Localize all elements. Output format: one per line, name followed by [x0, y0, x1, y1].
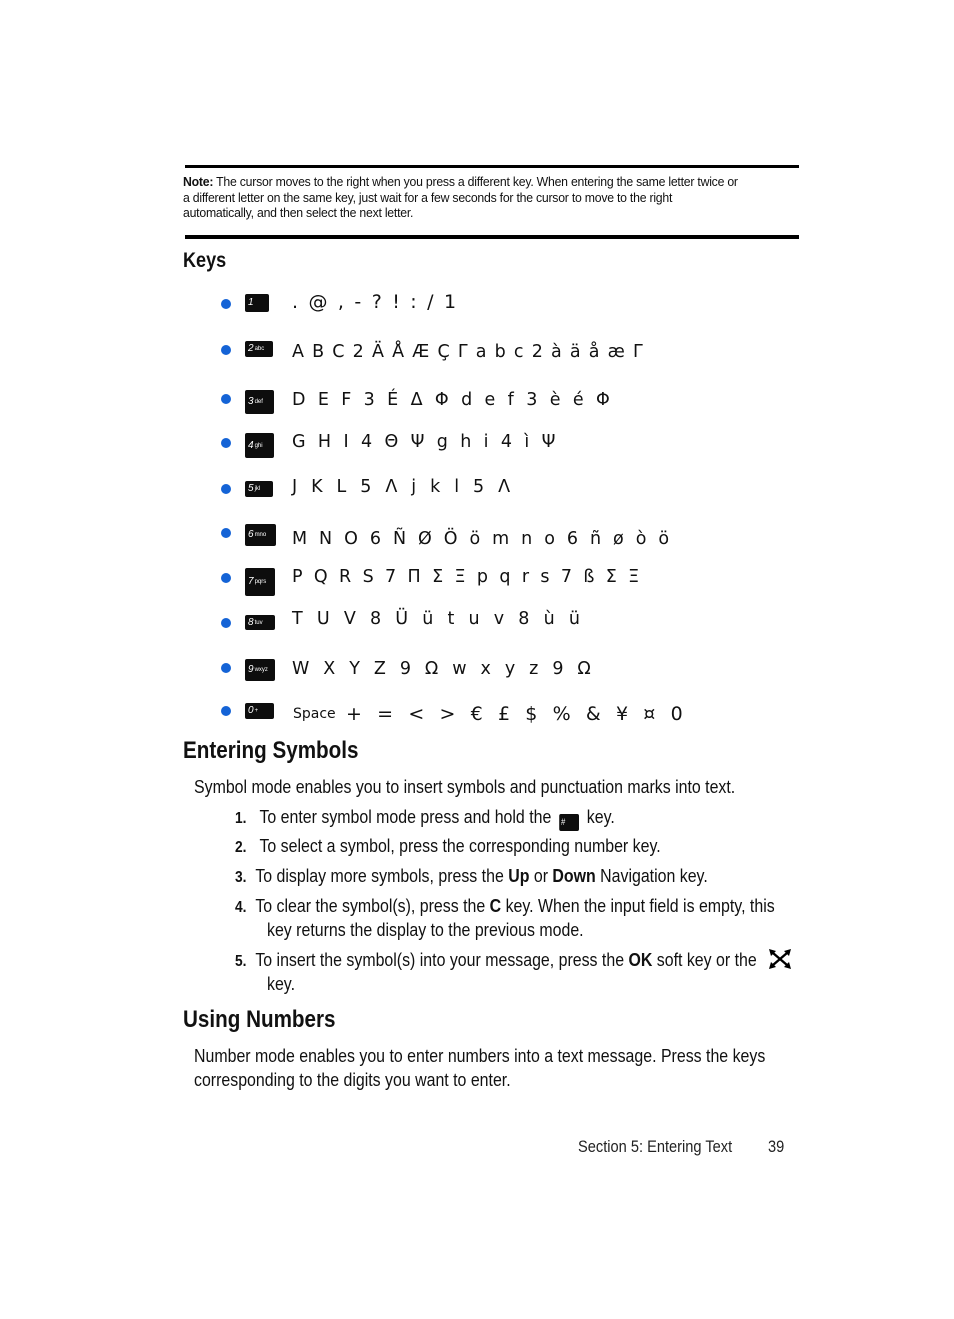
- key-7-chars: P Q R S 7 Π Σ Ξ p q r s 7 ß Σ Ξ: [292, 567, 643, 587]
- using-numbers-line-1: Number mode enables you to enter numbers into a text message. Press the keys: [194, 1045, 766, 1066]
- note-top-rule: [185, 165, 799, 168]
- bullet: [221, 484, 231, 494]
- using-numbers-heading: Using Numbers: [183, 1006, 336, 1033]
- step-number: 4.: [235, 899, 247, 916]
- key-4-chars: G H I 4 Θ Ψ g h i 4 ì Ψ: [292, 432, 559, 452]
- key-9-icon: 9 wxyz: [245, 659, 275, 681]
- ok-key-label: OK: [628, 949, 653, 970]
- note-block: [183, 174, 799, 221]
- note-line-3: automatically, and then select the next letter.: [183, 205, 414, 220]
- key-0-space-label: Space: [293, 706, 336, 722]
- keys-heading: Keys: [183, 249, 227, 272]
- key-5-chars: J K L 5 Λ j k l 5 Λ: [292, 477, 515, 497]
- step-4: 4. To clear the symbol(s), press the C key. When the input field is empty, this: [235, 895, 775, 916]
- step-2: 2. To select a symbol, press the corresponding number key.: [235, 835, 661, 856]
- bullet: [221, 706, 231, 716]
- bullet: [221, 438, 231, 448]
- step-number: 2.: [235, 839, 247, 856]
- key-4-icon: 4 ghi: [245, 433, 274, 458]
- key-9-chars: W X Y Z 9 Ω w x y z 9 Ω: [292, 659, 595, 679]
- step-number: 3.: [235, 869, 247, 886]
- note-label: Note:: [183, 174, 214, 189]
- entering-symbols-intro: Symbol mode enables you to insert symbols and punctuation marks into text.: [194, 776, 736, 797]
- key-6-chars: M N O 6 Ñ Ø Ö ö m n o 6 ñ ø ò ö: [292, 529, 673, 549]
- bullet: [221, 618, 231, 628]
- step-number: 1.: [235, 810, 247, 827]
- up-key-label: Up: [508, 865, 530, 886]
- key-0-icon: 0 +: [245, 703, 274, 719]
- key-3-chars: D E F 3 É Δ Φ d e f 3 è é Φ: [292, 390, 614, 410]
- c-key-label: C: [489, 895, 502, 916]
- footer-section-label: Section 5: Entering Text: [578, 1137, 733, 1156]
- note-bottom-rule: [185, 235, 799, 239]
- bullet: [221, 528, 231, 538]
- down-key-label: Down: [552, 865, 596, 886]
- key-2-icon: 2 abc: [245, 341, 273, 357]
- key-5-icon: 5 jkl: [245, 481, 273, 497]
- bullet: [221, 299, 231, 309]
- key-7-icon: 7 pqrs: [245, 568, 275, 596]
- key-6-icon: 6 mno: [245, 524, 276, 546]
- using-numbers-line-2: corresponding to the digits you want to enter.: [194, 1069, 511, 1090]
- bullet: [221, 345, 231, 355]
- bullet: [221, 573, 231, 583]
- hash-key-icon: #: [559, 814, 579, 831]
- key-3-icon: 3 def: [245, 390, 274, 414]
- note-line-1: Note: The cursor moves to the right when you press a different key. When entering the same letter twice or: [183, 174, 738, 189]
- page-number: 39: [768, 1137, 785, 1156]
- navigation-key-icon: [768, 948, 792, 970]
- key-2-chars: A B C 2 Ä Å Æ Ç Γ a b c 2 à ä å æ Γ: [292, 342, 645, 362]
- step-5: 5. To insert the symbol(s) into your message, press the OK soft key or the: [235, 949, 757, 970]
- step-4-line-2: key returns the display to the previous mode.: [267, 919, 584, 940]
- key-8-icon: 8 tuv: [245, 615, 275, 630]
- step-3: 3. To display more symbols, press the Up or Down Navigation key.: [235, 865, 708, 886]
- step-1: 1. To enter symbol mode press and hold the # key.: [235, 806, 615, 831]
- key-1-chars: . @ , - ? ! : / 1: [292, 291, 459, 313]
- bullet: [221, 394, 231, 404]
- key-0-chars: + = < > € £ $ % & ¥ ¤ 0: [346, 703, 688, 725]
- key-1-icon: 1: [245, 294, 269, 312]
- key-8-chars: T U V 8 Ü ü t u v 8 ù ü: [292, 609, 585, 629]
- entering-symbols-heading: Entering Symbols: [183, 737, 359, 764]
- bullet: [221, 663, 231, 673]
- note-line-2: a different letter on the same key, just wait for a few seconds for the cursor to move to the right: [183, 189, 673, 205]
- step-number: 5.: [235, 953, 247, 970]
- step-5-line-2: key.: [267, 973, 296, 994]
